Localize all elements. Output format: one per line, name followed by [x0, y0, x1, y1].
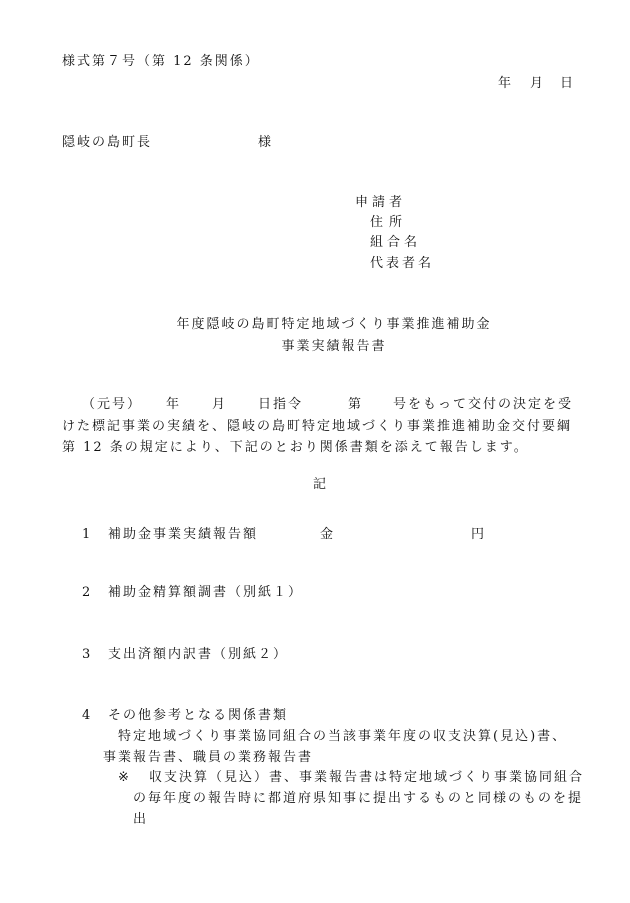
- body-year: 年: [166, 397, 182, 412]
- item-1-number: 1: [82, 527, 93, 542]
- applicant-address: 住所: [370, 215, 409, 230]
- body-line1-rest: 号をもって交付の決定を受: [393, 397, 574, 412]
- item-4-note-line-1: 収支決算（見込）書、事業報告書は特定地域づくり事業協同組合: [149, 770, 585, 785]
- body-month: 月: [212, 397, 228, 412]
- item-4-note-line-2: の毎年度の報告時に都道府県知事に提出するものと同様のものを提: [133, 791, 584, 806]
- item-4-note-mark: ※: [118, 770, 131, 785]
- body-line3: 第 12 条の規定により、下記のとおり関係書類を添えて報告します。: [62, 440, 529, 455]
- item-4-label: その他参考となる関係書類: [108, 708, 289, 723]
- date-day: 日: [560, 76, 576, 91]
- applicant-union-name: 組合名: [370, 235, 422, 250]
- item-4-note-line-3: 出: [133, 812, 149, 827]
- applicant-representative: 代表者名: [370, 256, 435, 271]
- addressee-name: 隠岐の島町長: [62, 135, 153, 150]
- body-era: （元号）: [82, 397, 143, 412]
- item-1-yen: 円: [471, 527, 487, 542]
- item-4-line-2: 事業報告書、職員の業務報告書: [103, 750, 314, 765]
- item-1-kin: 金: [320, 527, 336, 542]
- applicant-heading: 申請者: [355, 195, 407, 210]
- body-no: 第: [348, 397, 364, 412]
- item-4-line-1: 特定地域づくり事業協同組合の当該事業年度の収支決算(見込)書、: [118, 729, 568, 744]
- item-2-number: 2: [82, 585, 93, 600]
- item-3-number: 3: [82, 647, 93, 662]
- date-year: 年: [498, 76, 514, 91]
- item-4-number: 4: [82, 708, 93, 723]
- document-title-line1: 年度隠岐の島町特定地域づくり事業推進補助金: [176, 317, 492, 332]
- date-month: 月: [530, 76, 546, 91]
- item-2-label: 補助金精算額調書（別紙１）: [108, 585, 304, 600]
- ki-heading: 記: [313, 477, 329, 492]
- item-1-label: 補助金事業実績報告額: [108, 527, 259, 542]
- form-label: 様式第７号（第 12 条関係）: [62, 54, 260, 69]
- addressee-honorific: 様: [258, 135, 274, 150]
- document-title-line2: 事業実績報告書: [281, 339, 387, 354]
- body-line2: けた標記事業の実績を、隠岐の島町特定地域づくり事業推進補助金交付要綱: [62, 419, 573, 434]
- body-day: 日指令: [258, 397, 304, 412]
- item-3-label: 支出済額内訳書（別紙２）: [108, 647, 289, 662]
